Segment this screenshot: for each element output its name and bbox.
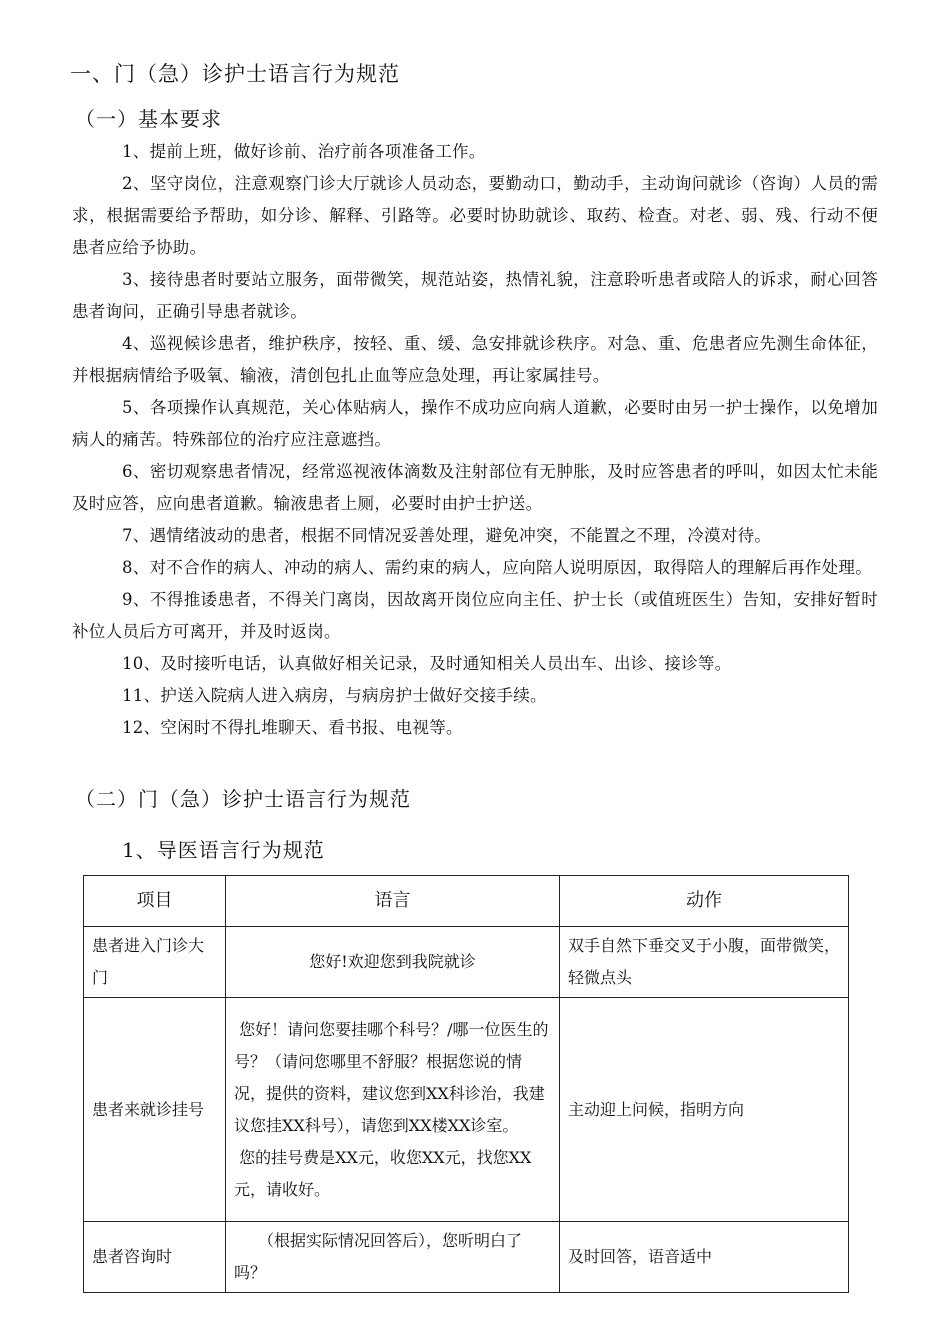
list-item: 3、接待患者时要站立服务，面带微笑，规范站姿，热情礼貌，注意聆听患者或陪人的诉求，耐心回答患者询问，正确引导患者就诊。 xyxy=(72,270,878,321)
cell-item: 患者来就诊挂号 xyxy=(84,998,226,1222)
column-header-item: 项目 xyxy=(84,876,226,927)
list-item: 8、对不合作的病人、冲动的病人、需约束的病人，应向陪人说明原因，取得陪人的理解后再作处理。 xyxy=(122,558,872,577)
list-item: 11、护送入院病人进入病房，与病房护士做好交接手续。 xyxy=(122,686,547,705)
guide-language-table xyxy=(83,875,849,1293)
cell-language: 您好！请问您要挂哪个科号？/哪一位医生的号？（请问您哪里不舒服？根据您说的情况，提供的资料，建议您到XX科诊治，我建议您挂XX科号），请您到XX楼XX诊室。 您的挂号费是XX元，收您XX元，找您XX元，请收好。 xyxy=(226,998,560,1222)
cell-action: 主动迎上问候，指明方向 xyxy=(560,998,849,1222)
list-item: 7、遇情绪波动的患者，根据不同情况妥善处理，避免冲突，不能置之不理，冷漠对待。 xyxy=(122,526,772,545)
column-header-language: 语言 xyxy=(226,876,560,927)
list-item: 9、不得推诿患者，不得关门离岗，因故离开岗位应向主任、护士长（或值班医生）告知，安排好暂时补位人员后方可离开，并及时返岗。 xyxy=(72,590,878,641)
subsection-heading-guide: 1、导医语言行为规范 xyxy=(122,838,325,862)
cell-language: 您好!欢迎您到我院就诊 xyxy=(226,927,560,998)
table-row xyxy=(84,1222,849,1293)
list-item: 6、密切观察患者情况，经常巡视液体滴数及注射部位有无肿胀，及时应答患者的呼叫，如因太忙未能及时应答，应向患者道歉。输液患者上厕，必要时由护士护送。 xyxy=(72,462,878,513)
list-item: 1、提前上班，做好诊前、治疗前各项准备工作。 xyxy=(122,142,486,161)
cell-item: 患者咨询时 xyxy=(84,1222,226,1293)
table-row xyxy=(84,927,849,998)
document-title: 一、门（急）诊护士语言行为规范 xyxy=(70,62,400,86)
table-header-row xyxy=(84,876,849,927)
requirements-list xyxy=(72,136,878,744)
list-item: 10、及时接听电话，认真做好相关记录，及时通知相关人员出车、出诊、接诊等。 xyxy=(122,654,732,673)
list-item: 5、各项操作认真规范，关心体贴病人，操作不成功应向病人道歉，必要时由另一护士操作，以免增加病人的痛苦。特殊部位的治疗应注意遮挡。 xyxy=(72,398,878,449)
list-item: 2、坚守岗位，注意观察门诊大厅就诊人员动态，要勤动口，勤动手，主动询问就诊（咨询）人员的需求，根据需要给予帮助，如分诊、解释、引路等。必要时协助就诊、取药、检查。对老、弱、残、行动不便患者应给予协助。 xyxy=(72,174,878,257)
list-item: 12、空闲时不得扎堆聊天、看书报、电视等。 xyxy=(122,718,463,737)
section-heading-language-norms: （二）门（急）诊护士语言行为规范 xyxy=(75,787,411,811)
table-row xyxy=(84,998,849,1222)
cell-language: （根据实际情况回答后），您听明白了吗？ xyxy=(226,1222,560,1293)
column-header-action: 动作 xyxy=(560,876,849,927)
cell-item: 患者进入门诊大门 xyxy=(84,927,226,998)
cell-action: 双手自然下垂交叉于小腹，面带微笑，轻微点头 xyxy=(560,927,849,998)
section-heading-basic-requirements: （一）基本要求 xyxy=(75,107,222,131)
list-item: 4、巡视候诊患者，维护秩序，按轻、重、缓、急安排就诊秩序。对急、重、危患者应先测生命体征，并根据病情给予吸氧、输液，清创包扎止血等应急处理，再让家属挂号。 xyxy=(72,334,878,385)
cell-action: 及时回答，语音适中 xyxy=(560,1222,849,1293)
